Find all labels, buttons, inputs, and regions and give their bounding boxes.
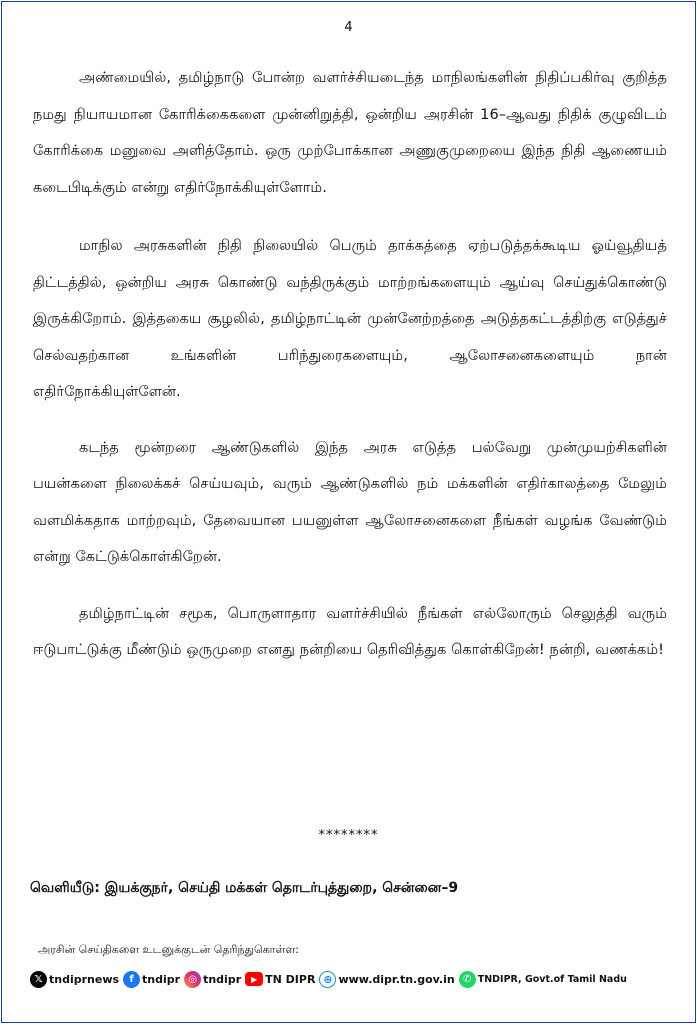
paragraph-4: தமிழ்நாட்டின் சமூக, பொருளாதார வளர்ச்சியில் நீங்கள் எல்லோரும் செலுத்தி வரும் ஈடுபாட்டுக்கு மீண்டும் ஒருமுறை எனது நன்றியை தெரிவித்துக கொள்கிறேன்! நன்றி, வணக்கம்! <box>33 605 667 658</box>
social-instagram[interactable] <box>184 971 241 988</box>
social-website[interactable] <box>319 971 454 988</box>
youtube-icon: ▶ <box>245 972 263 986</box>
social-x-label: tndiprnews <box>49 972 120 986</box>
publisher-line: வெளியீடு: இயக்குநர், செய்தி மக்கள் தொடர்புத்துறை, சென்னை–9 <box>30 880 459 896</box>
social-whatsapp[interactable] <box>459 971 627 988</box>
whatsapp-icon: ✆ <box>459 971 476 988</box>
paragraph-1: அண்மையில், தமிழ்நாடு போன்ற வளர்ச்சியடைந்த மாநிலங்களின் நிதிப்பகிர்வு குறித்த நமது நியாயமான கோரிக்கைகளை முன்னிறுத்தி, ஒன்றிய அரசின் 16–ஆவது நிதிக் குழுவிடம் கோரிக்கை மனுவை அளித்தோம். ஒரு முற்போக்கான அணுகுமுறையை இந்த நிதி ஆணையம் கடைபிடிக்கும் என்று எதிர்நோக்கியுள்ளோம். <box>33 70 667 196</box>
separator: ******** <box>318 828 379 843</box>
social-links <box>30 968 670 990</box>
social-facebook-label: tndipr <box>142 972 181 986</box>
social-instagram-label: tndipr <box>203 972 242 986</box>
page-number: 4 <box>344 20 353 35</box>
social-youtube[interactable] <box>245 972 315 986</box>
social-facebook[interactable] <box>123 971 180 988</box>
social-website-label: www.dipr.tn.gov.in <box>338 972 455 986</box>
document-page <box>1 1 696 1023</box>
facebook-icon: f <box>123 971 140 988</box>
social-youtube-label: TN DIPR <box>265 972 316 986</box>
globe-icon: ⊕ <box>319 971 336 988</box>
instagram-icon: ◎ <box>184 971 201 988</box>
paragraph-2: மாநில அரசுகளின் நிதி நிலையில் பெரும் தாக்கத்தை ஏற்படுத்தக்கூடிய ஓய்வூதியத் திட்டத்தில், ஒன்றிய அரசு கொண்டு வந்திருக்கும் மாற்றங்களையும் ஆய்வு செய்துக்கொண்டு இருக்கிறோம். இத்தகைய சூழலில், தமிழ்நாட்டின் முன்னேற்றத்தை அடுத்தகட்டத்திற்கு எடுத்துச் செல்வதற்கான உங்களின் பரிந்துரைகளையும், ஆலோசனைகளையும் நான் எதிர்நோக்கியுள்ளேன். <box>33 238 667 400</box>
x-icon: 𝕏 <box>30 971 47 988</box>
follow-prompt: அரசின் செய்திகளை உடனுக்குடன் தெரிந்துகொள்ள: <box>38 943 299 956</box>
social-x[interactable] <box>30 971 119 988</box>
body-text <box>33 60 667 669</box>
social-whatsapp-label: TNDIPR, Govt.of Tamil Nadu <box>477 973 627 985</box>
paragraph-3: கடந்த மூன்றரை ஆண்டுகளில் இந்த அரசு எடுத்த பல்வேறு முன்முயற்சிகளின் பயன்களை நிலைக்கச் செய்யவும், வரும் ஆண்டுகளில் நம் மக்களின் எதிர்காலத்தை மேலும் வளமிக்கதாக மாற்றவும், தேவையான பயனுள்ள ஆலோசனைகளை நீங்கள் வழங்க வேண்டும் என்று கேட்டுக்கொள்கிறேன். <box>33 439 667 565</box>
